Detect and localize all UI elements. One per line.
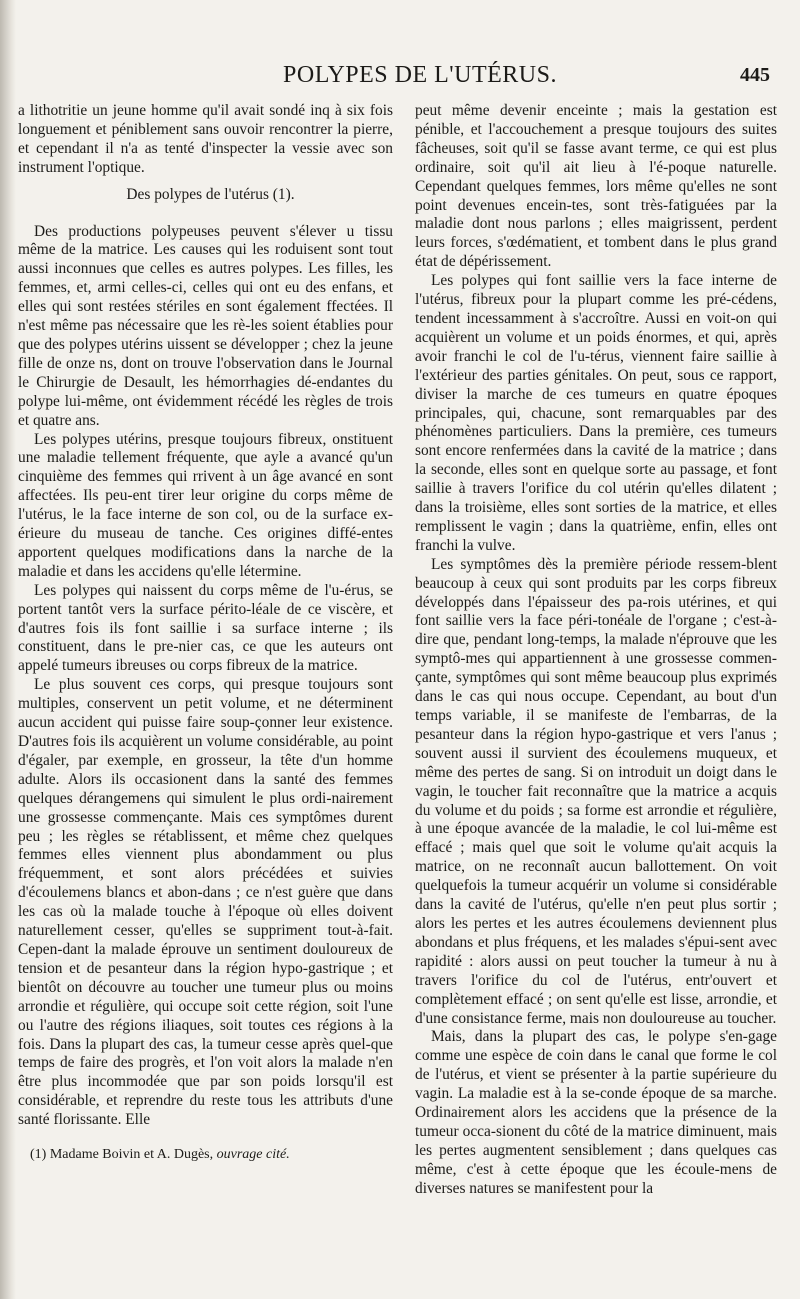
binding-gutter	[0, 0, 16, 1299]
paragraph: Les polypes qui font saillie vers la face interne de l'utérus, fibreux pour la plupart comme les pré-cédens, tendent incessamment à s'accroître. Aussi en voit-on qui acquièrent un volume et un poids énormes, et qui, après avoir franchi le col de l'u-térus, viennent faire saillie à l'extérieur des parties génitales. On peut, sous ce rapport, diviser la marche de ces tumeurs en quatre époques principales, qui, chacune, sont remarquables par des phénomènes particuliers. Dans la première, ces tumeurs sont encore renfermées dans la cavité de la matrice ; dans la seconde, elles sont en quelque sorte au passage, et font saillie à travers l'orifice du col utérin qu'elles dilatent ; dans la troisième, elles sont sorties de la matrice, et elles remplissent le vagin ; dans la quatrième, enfin, elles ont franchi la vulve.	[415, 272, 777, 554]
page-number: 445	[740, 64, 770, 86]
footnote	[18, 1146, 393, 1165]
right-column	[415, 102, 777, 1202]
paragraph: Les symptômes dès la première période ressem-blent beaucoup à ceux qui sont produits par les corps fibreux développés dans l'épaisseur des pa-rois utérines, et qui font saillie vers la face péri-tonéale de l'organe ; c'est-à-dire que, pendant long-temps, la malade n'éprouve que les symptô-mes qui appartiennent à une grossesse commen-çante, symptômes qui sont même beaucoup plus exprimés dans le cas qui nous occupe. Cependant, au bout d'un temps variable, il se manifeste de l'embarras, de la pesanteur dans la région hypo-gastrique et vers l'anus ; souvent aussi il survient des écoulemens muqueux, et même des pertes de sang. Si on introduit un doigt dans le vagin, le toucher fait reconnaître que la matrice a acquis du volume et du poids ; sa forme est arrondie et régulière, à une époque avancée de la maladie, le col lui-même est effacé ; mais quel que soit le volume qu'ait acquis la matrice, on ne reconnaît aucun ballottement. On voit quelquefois la tumeur acquérir un volume si considérable dans la cavité de l'utérus, qu'elle n'en peut plus sortir ; alors les pertes et les autres écoulemens deviennent plus abondans et plus fréquens, et les malades s'épui-sent avec rapidité : alors aussi on peut toucher la tumeur à nu à travers l'orifice du col de l'utérus, entr'ouvert et complètement effacé ; on sent qu'elle est lisse, arrondie, et d'une consistance ferme, mais non douloureuse au toucher.	[415, 555, 777, 1027]
paragraph: peut même devenir enceinte ; mais la gestation est pénible, et l'accouchement a presque toujours des suites fâcheuses, soit qu'il se fasse avant terme, ce qui est plus ordinaire, soit qu'il ait lieu à l'é-poque naturelle. Cependant quelques femmes, lors même qu'elles ne sont point devenues encein-tes, sont très-fatiguées par la maladie dont nous parlons ; elles maigrissent, perdent leurs forces, s'œdématient, et tombent dans le plus grand état de dépérissement.	[415, 102, 777, 271]
left-column	[18, 102, 393, 1202]
paragraph: Les polypes qui naissent du corps même de l'u-érus, se portent tantôt vers la surface périto-léale de ce viscère, et d'autres fois ils font saillie i sa surface interne ; ils constituent, dans le pre-nier cas, ce que les auteurs ont appelé tumeurs ibreuses ou corps fibreux de la matrice.	[18, 581, 393, 675]
opening-paragraph: a lithotritie un jeune homme qu'il avait sondé inq à six fois longuement et péniblement sans ouvoir rencontrer la pierre, et cependant il n'a as tenté d'inspecter la vessie avec son instrument l'optique.	[18, 102, 393, 176]
section-title: Des polypes de l'utérus (1).	[126, 185, 295, 203]
paragraph: Des productions polypeuses peuvent s'élever u tissu même de la matrice. Les causes qui les roduisent sont tout aussi inconnues que celles es autres polypes. Les filles, les femmes, et, armi celles-ci, celles qui ont eu des enfans, et elles qui sont restées stériles en sont également ffectées. Il n'est même pas nécessaire que les rè-les soient établies pour que des polypes utérins uissent se développer ; chez la jeune fille de onze ns, dont on trouve l'observation dans le Journal le Chirurgie de Desault, les hémorrhagies dé-endantes du polype lui-même, ont évidemment récédé les règles de trois et quatre ans.	[18, 222, 393, 429]
paragraph: Le plus souvent ces corps, qui presque toujours sont multiples, conservent un petit volume, et ne déterminent aucun accident qui puisse faire soup-çonner leur existence. D'autres fois ils acquièrent un volume considérable, au point d'égaler, par exemple, en grosseur, la tête d'un homme adulte. Alors ils occasionent dans la santé des femmes quelques dérangemens qui simulent le plus ordi-nairement une grossesse commençante. Mais ces symptômes durent peu ; les règles se rétablissent, et même chez quelques femmes elles viennent plus abondamment ou plus fréquemment, et sont alors précédées et suivies d'écoulemens blancs et abon-dans ; ce n'est guère que dans les cas où la malade touche à l'époque où elles doivent naturellement cesser, qu'elles se suppriment tout-à-fait. Cepen-dant la malade éprouve un sentiment douloureux de tension et de pesanteur dans la région hypo-gastrique ; et bientôt on découvre au toucher une tumeur plus ou moins arrondie et régulière, qui occupe soit cette région, soit l'une ou l'autre des régions iliaques, soit toutes ces régions à la fois. Dans la plupart des cas, la tumeur cesse après quel-que temps de faire des progrès, et l'on voit alors la malade n'en être plus incommodée que par son poids lorsqu'il est considérable, et reprendre du reste tous les attributs d'une santé florissante. Elle	[18, 676, 393, 1129]
paragraph: Mais, dans la plupart des cas, le polype s'en-gage comme une espèce de coin dans le canal que forme le col de l'utérus, et vient se présenter à la partie supérieure du vagin. La maladie est à la se-conde époque de sa marche. Ordinairement alors les accidens que la présence de la tumeur occa-sionent du côté de la matrice diminuent, mais les pertes augmentent sensiblement ; dans quelques cas même, c'est à cette époque que les écoule-mens de diverses natures se manifestent pour la	[415, 1028, 777, 1197]
running-header	[180, 62, 770, 98]
paragraph: Les polypes utérins, presque toujours fibreux, onstituent une maladie tellement fréquente, que ayle a avancé qu'un cinquième des femmes qui rrivent à un âge avancé en sont affectées. Ils peu-ent tirer leur origine du corps même de l'utérus, le la face interne de son col, ou de la surface ex-érieure du museau de tanche. Ces origines diffé-entes apportent quelques modifications dans la narche de la maladie et dans les accidens qu'elle létermine.	[18, 430, 393, 580]
footnote-italic: ouvrage cité.	[216, 1147, 290, 1163]
running-title: POLYPES DE L'UTÉRUS.	[283, 62, 557, 88]
footnote-text: (1) Madame Boivin et A. Dugès,	[30, 1147, 214, 1163]
